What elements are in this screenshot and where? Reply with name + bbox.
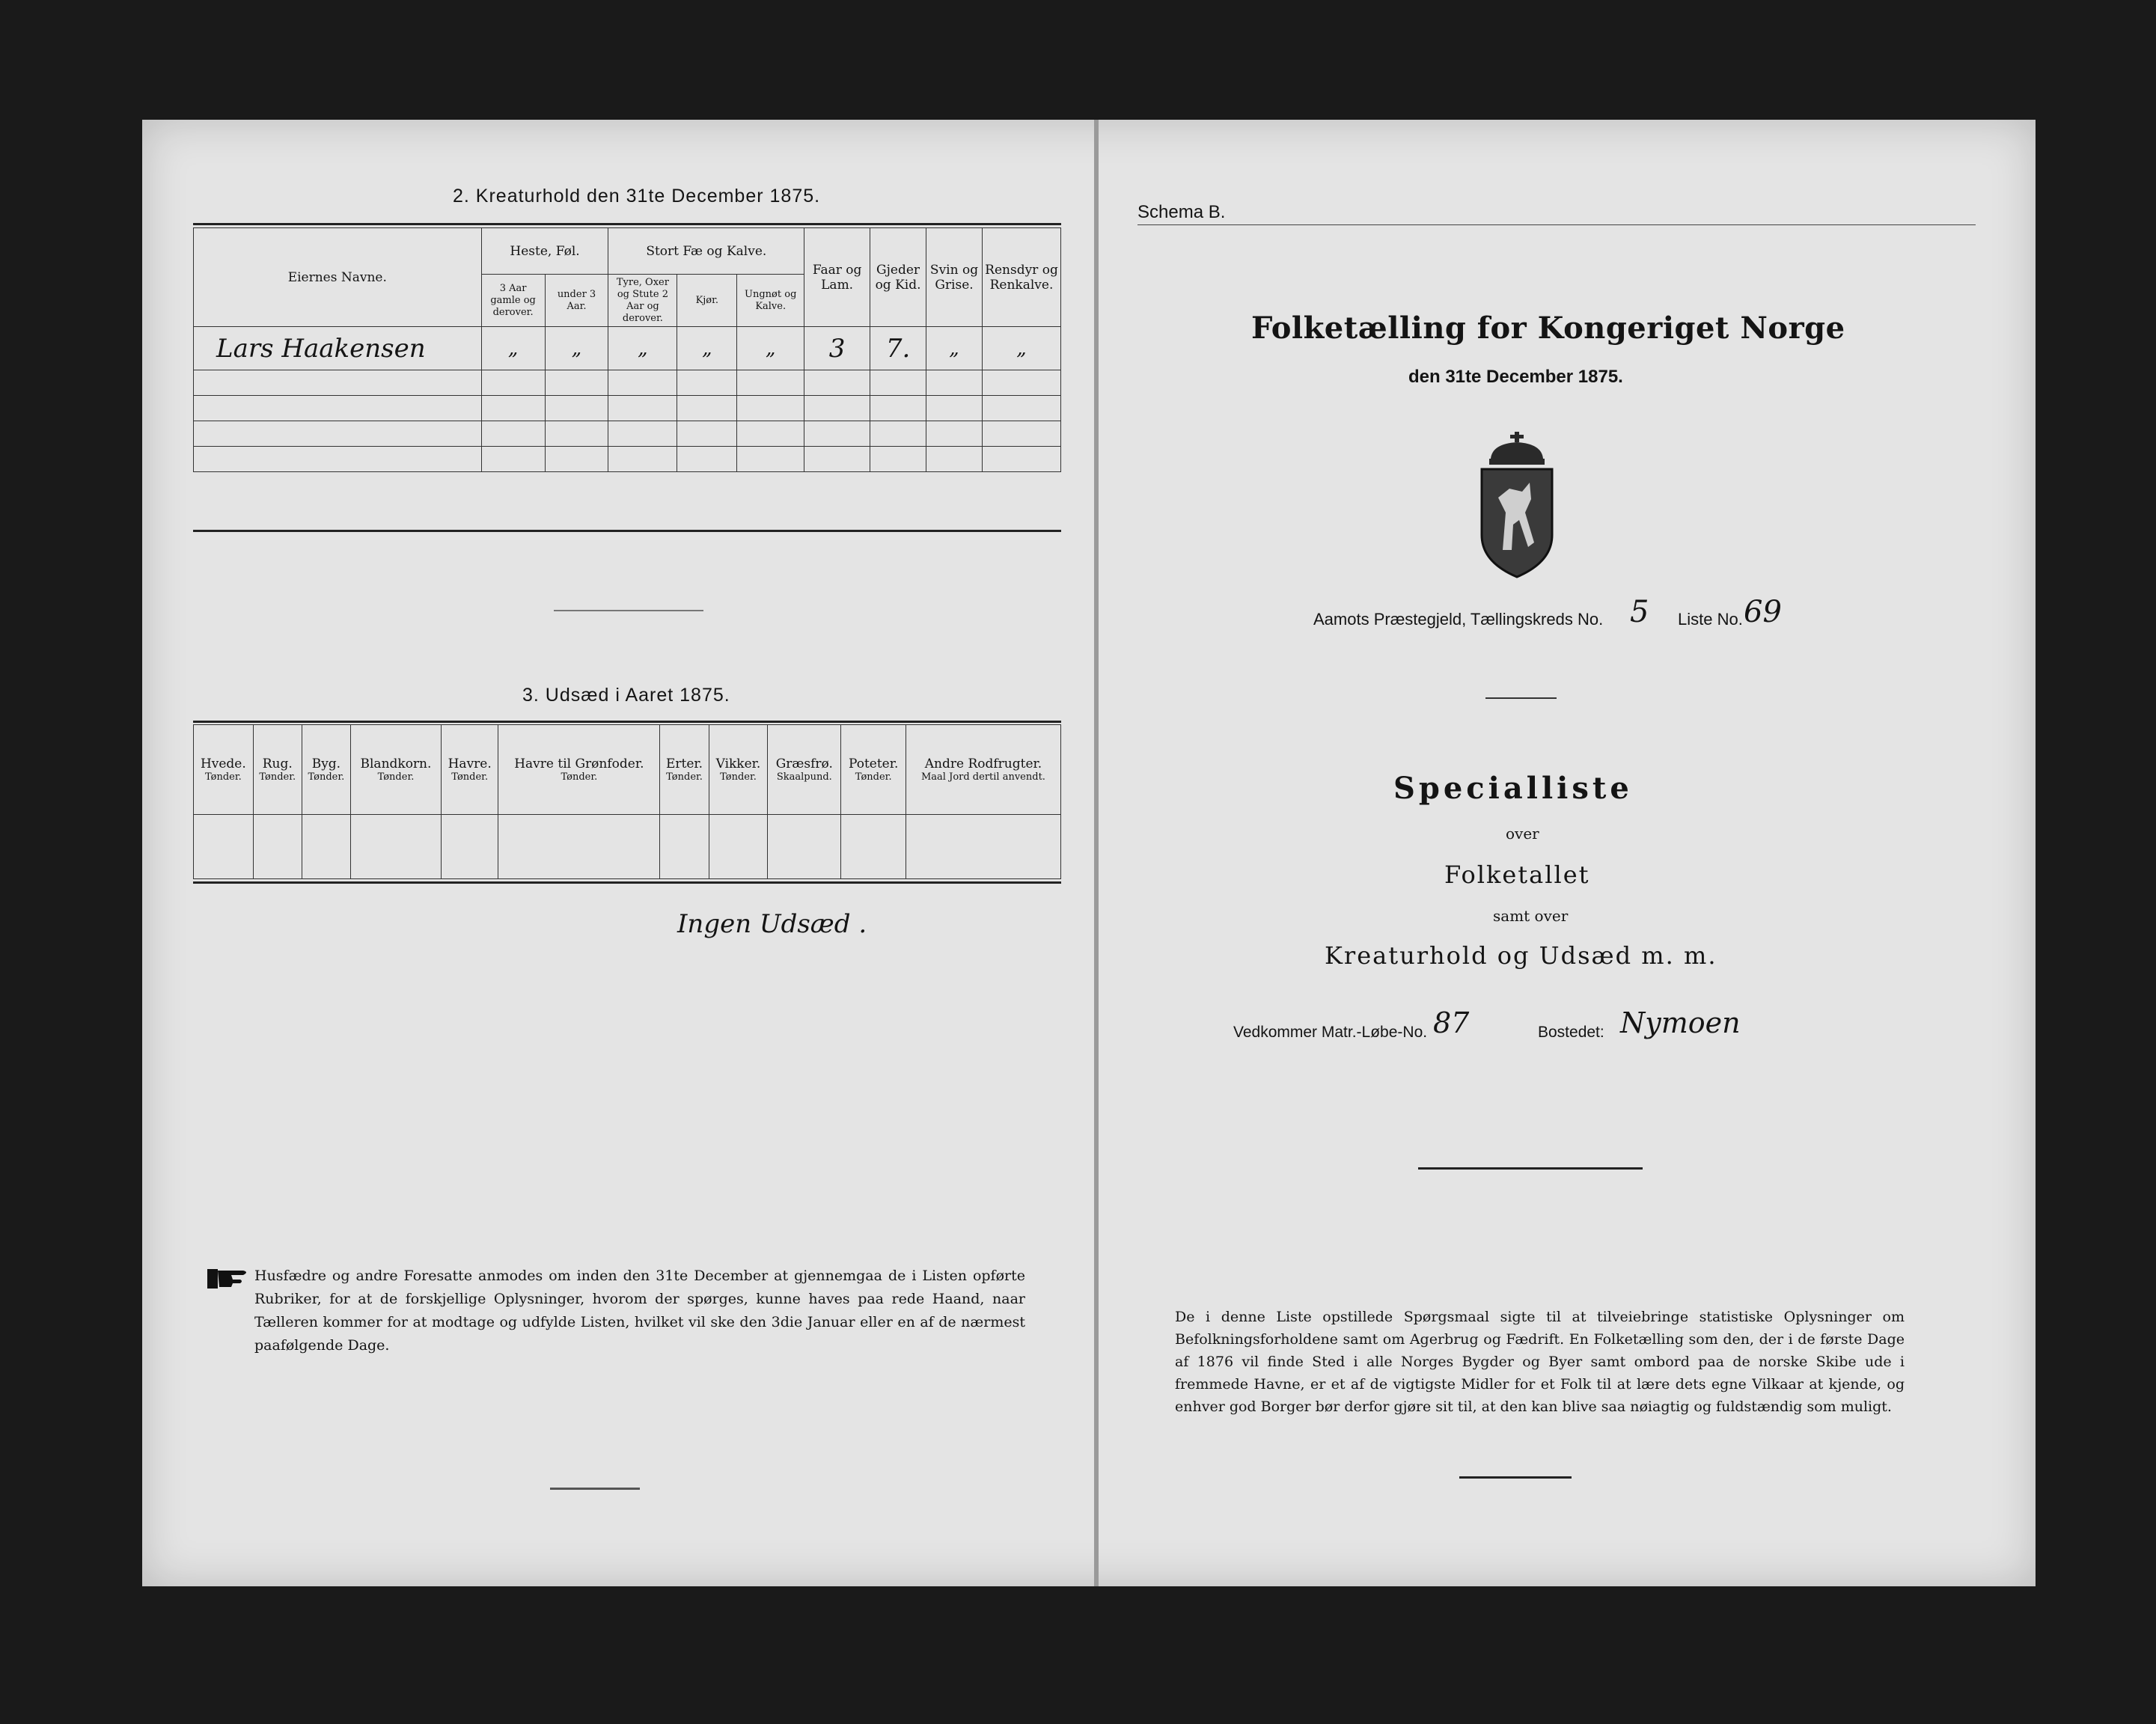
seed-value-cell <box>660 815 709 879</box>
heste-old-value: „ <box>481 327 545 370</box>
section-3-title: 3. Udsæd i Aaret 1875. <box>522 685 730 706</box>
seed-header-cell <box>253 725 302 815</box>
notice-text: Husfædre og andre Foresatte anmodes om inden den 31te December at gjennemgaa de i Listen opførte Rubriker, for at de forskjellige Oplysninger, hvorom der spørges, kunne haves paa rede Haand, naar Tælleren kommer for at modtage og udfylde Listen, hvilket vil ske den 3die Januar eller en af de nærmest paafølgende Dage. <box>254 1268 1025 1354</box>
divider-rule <box>1418 1167 1643 1170</box>
seed-value-cell <box>841 815 906 879</box>
page-fold <box>1094 120 1099 1586</box>
seed-value-cell <box>253 815 302 879</box>
seed-header-unit: Tønder. <box>561 771 598 783</box>
bottom-dash <box>550 1488 640 1490</box>
seed-header-name: Byg. <box>311 756 341 771</box>
bosted-value: Nymoen <box>1620 1006 1741 1039</box>
bosted-label: Bostedet: <box>1538 1024 1604 1041</box>
seed-header-name: Andre Rodfrugter. <box>924 756 1042 771</box>
seed-header-name: Blandkorn. <box>360 756 432 771</box>
seed-header-unit: Tønder. <box>259 771 296 783</box>
seed-bottom-rule <box>193 881 1061 884</box>
matr-label: Vedkommer Matr.-Løbe-No. <box>1233 1024 1428 1041</box>
seed-header-name: Poteter. <box>848 756 899 771</box>
seed-header-cell <box>709 725 767 815</box>
table-row <box>194 396 1061 421</box>
seed-value-cell <box>709 815 767 879</box>
seed-header-cell <box>194 725 254 815</box>
seed-header-row <box>194 725 1061 815</box>
seed-header-cell <box>660 725 709 815</box>
seed-header-name: Rug. <box>262 756 293 771</box>
seed-value-cell <box>302 815 350 879</box>
samt-over-label: samt over <box>1493 907 1569 925</box>
liste-label: Liste No. <box>1678 610 1743 629</box>
seed-header-unit: Tønder. <box>204 771 242 783</box>
seed-header-unit: Tønder. <box>855 771 892 783</box>
seed-top-rule <box>193 721 1061 723</box>
seed-header-cell <box>498 725 660 815</box>
svin-header: Svin og Grise. <box>926 228 983 327</box>
seed-header-name: Erter. <box>665 756 703 771</box>
section-2-title: 2. Kreaturhold den 31te December 1875. <box>453 186 821 207</box>
seed-header-cell <box>350 725 441 815</box>
seed-header-unit: Tønder. <box>666 771 703 783</box>
seed-header-cell <box>441 725 498 815</box>
seed-header-unit: Tønder. <box>308 771 345 783</box>
seed-value-cell <box>906 815 1060 879</box>
table-row <box>194 815 1061 879</box>
seed-header-name: Havre til Grønfoder. <box>514 756 644 771</box>
faar-value: 3 <box>804 327 870 370</box>
matr-value: 87 <box>1433 1006 1470 1039</box>
svin-value: „ <box>926 327 983 370</box>
seed-header-name: Hvede. <box>200 756 246 771</box>
table-row <box>194 447 1061 472</box>
livestock-table <box>193 227 1061 472</box>
district-label: Aamots Præstegjeld, Tællingskreds No. <box>1313 610 1604 629</box>
kreaturhold-label: Kreaturhold og Udsæd m. m. <box>1325 941 1717 970</box>
seed-header-unit: Tønder. <box>451 771 489 783</box>
heste-header: Heste, Føl. <box>481 228 608 275</box>
heste-old-header: 3 Aar gamle og derover. <box>481 275 545 327</box>
rensdyr-value: „ <box>982 327 1060 370</box>
table-row <box>194 370 1061 396</box>
gjeder-value: 7. <box>870 327 926 370</box>
seed-value-cell <box>350 815 441 879</box>
over-label-1: over <box>1506 825 1539 843</box>
table-row <box>194 421 1061 447</box>
seed-value-cell <box>441 815 498 879</box>
top-rule <box>193 223 1061 225</box>
faar-header: Faar og Lam. <box>804 228 870 327</box>
seed-header-name: Havre. <box>448 756 492 771</box>
ungnot-header: Ungnøt og Kalve. <box>737 275 804 327</box>
seed-header-unit: Maal Jord dertil anvendt. <box>921 771 1045 783</box>
kjor-value: „ <box>677 327 737 370</box>
heste-young-value: „ <box>545 327 608 370</box>
coat-of-arms-icon <box>1476 430 1558 580</box>
separator-dash <box>554 610 703 611</box>
schema-label: Schema B. <box>1137 202 1226 222</box>
rensdyr-header: Rensdyr og Renkalve. <box>982 228 1060 327</box>
seed-table <box>193 724 1061 879</box>
seed-header-name: Græsfrø. <box>775 756 833 771</box>
seed-header-name: Vikker. <box>715 756 761 771</box>
seed-value-cell <box>768 815 841 879</box>
liste-number: 69 <box>1744 595 1782 629</box>
table-row <box>194 327 1061 370</box>
specialliste-title: Specialliste <box>1393 771 1633 806</box>
gjeder-header: Gjeder og Kid. <box>870 228 926 327</box>
district-number: 5 <box>1630 595 1649 629</box>
seed-header-cell <box>906 725 1060 815</box>
seed-note: Ingen Udsæd . <box>677 909 867 939</box>
heste-young-header: under 3 Aar. <box>545 275 608 327</box>
short-rule <box>1485 697 1557 699</box>
bottom-rule-right <box>1459 1476 1572 1479</box>
main-title: Folketælling for Kongeriget Norge <box>1251 311 1845 346</box>
kjor-header: Kjør. <box>677 275 737 327</box>
seed-value-cell <box>194 815 254 879</box>
seed-header-unit: Tønder. <box>720 771 757 783</box>
schema-rule <box>1137 224 1976 225</box>
seed-header-cell <box>768 725 841 815</box>
pointing-hand-icon <box>206 1265 251 1292</box>
owner-name: Lars Haakensen <box>194 327 482 370</box>
seed-value-cell <box>498 815 660 879</box>
livestock-bottom-rule <box>193 530 1061 532</box>
seed-header-cell <box>841 725 906 815</box>
seed-header-unit: Tønder. <box>377 771 415 783</box>
owner-header: Eiernes Navne. <box>194 228 482 327</box>
seed-header-cell <box>302 725 350 815</box>
seed-header-unit: Skaalpund. <box>776 771 832 783</box>
ungnot-value: „ <box>737 327 804 370</box>
tyre-header: Tyre, Oxer og Stute 2 Aar og derover. <box>608 275 677 327</box>
stort-fae-header: Stort Fæ og Kalve. <box>608 228 804 275</box>
folketallet-label: Folketallet <box>1444 861 1590 889</box>
tyre-value: „ <box>608 327 677 370</box>
main-subtitle: den 31te December 1875. <box>1408 367 1623 387</box>
info-paragraph: De i denne Liste opstillede Spørgsmaal sigte til at tilveiebringe statistiske Oplysninger om Befolkningsforholdene samt om Agerbrug og Fædrift. En Folketælling som den, der i de første Dage af 1876 vil finde Sted i alle Norges Bygder og Byer samt ombord paa de norske Skibe ude i fremmede Havne, er et af de vigtigste Midler for et Folk til at lære dets egne Vilkaar at kjende, og enhver god Borger bør derfor gjøre sit til, at den kan blive saa nøiagtig og fuldstændig som muligt. <box>1175 1309 1905 1415</box>
